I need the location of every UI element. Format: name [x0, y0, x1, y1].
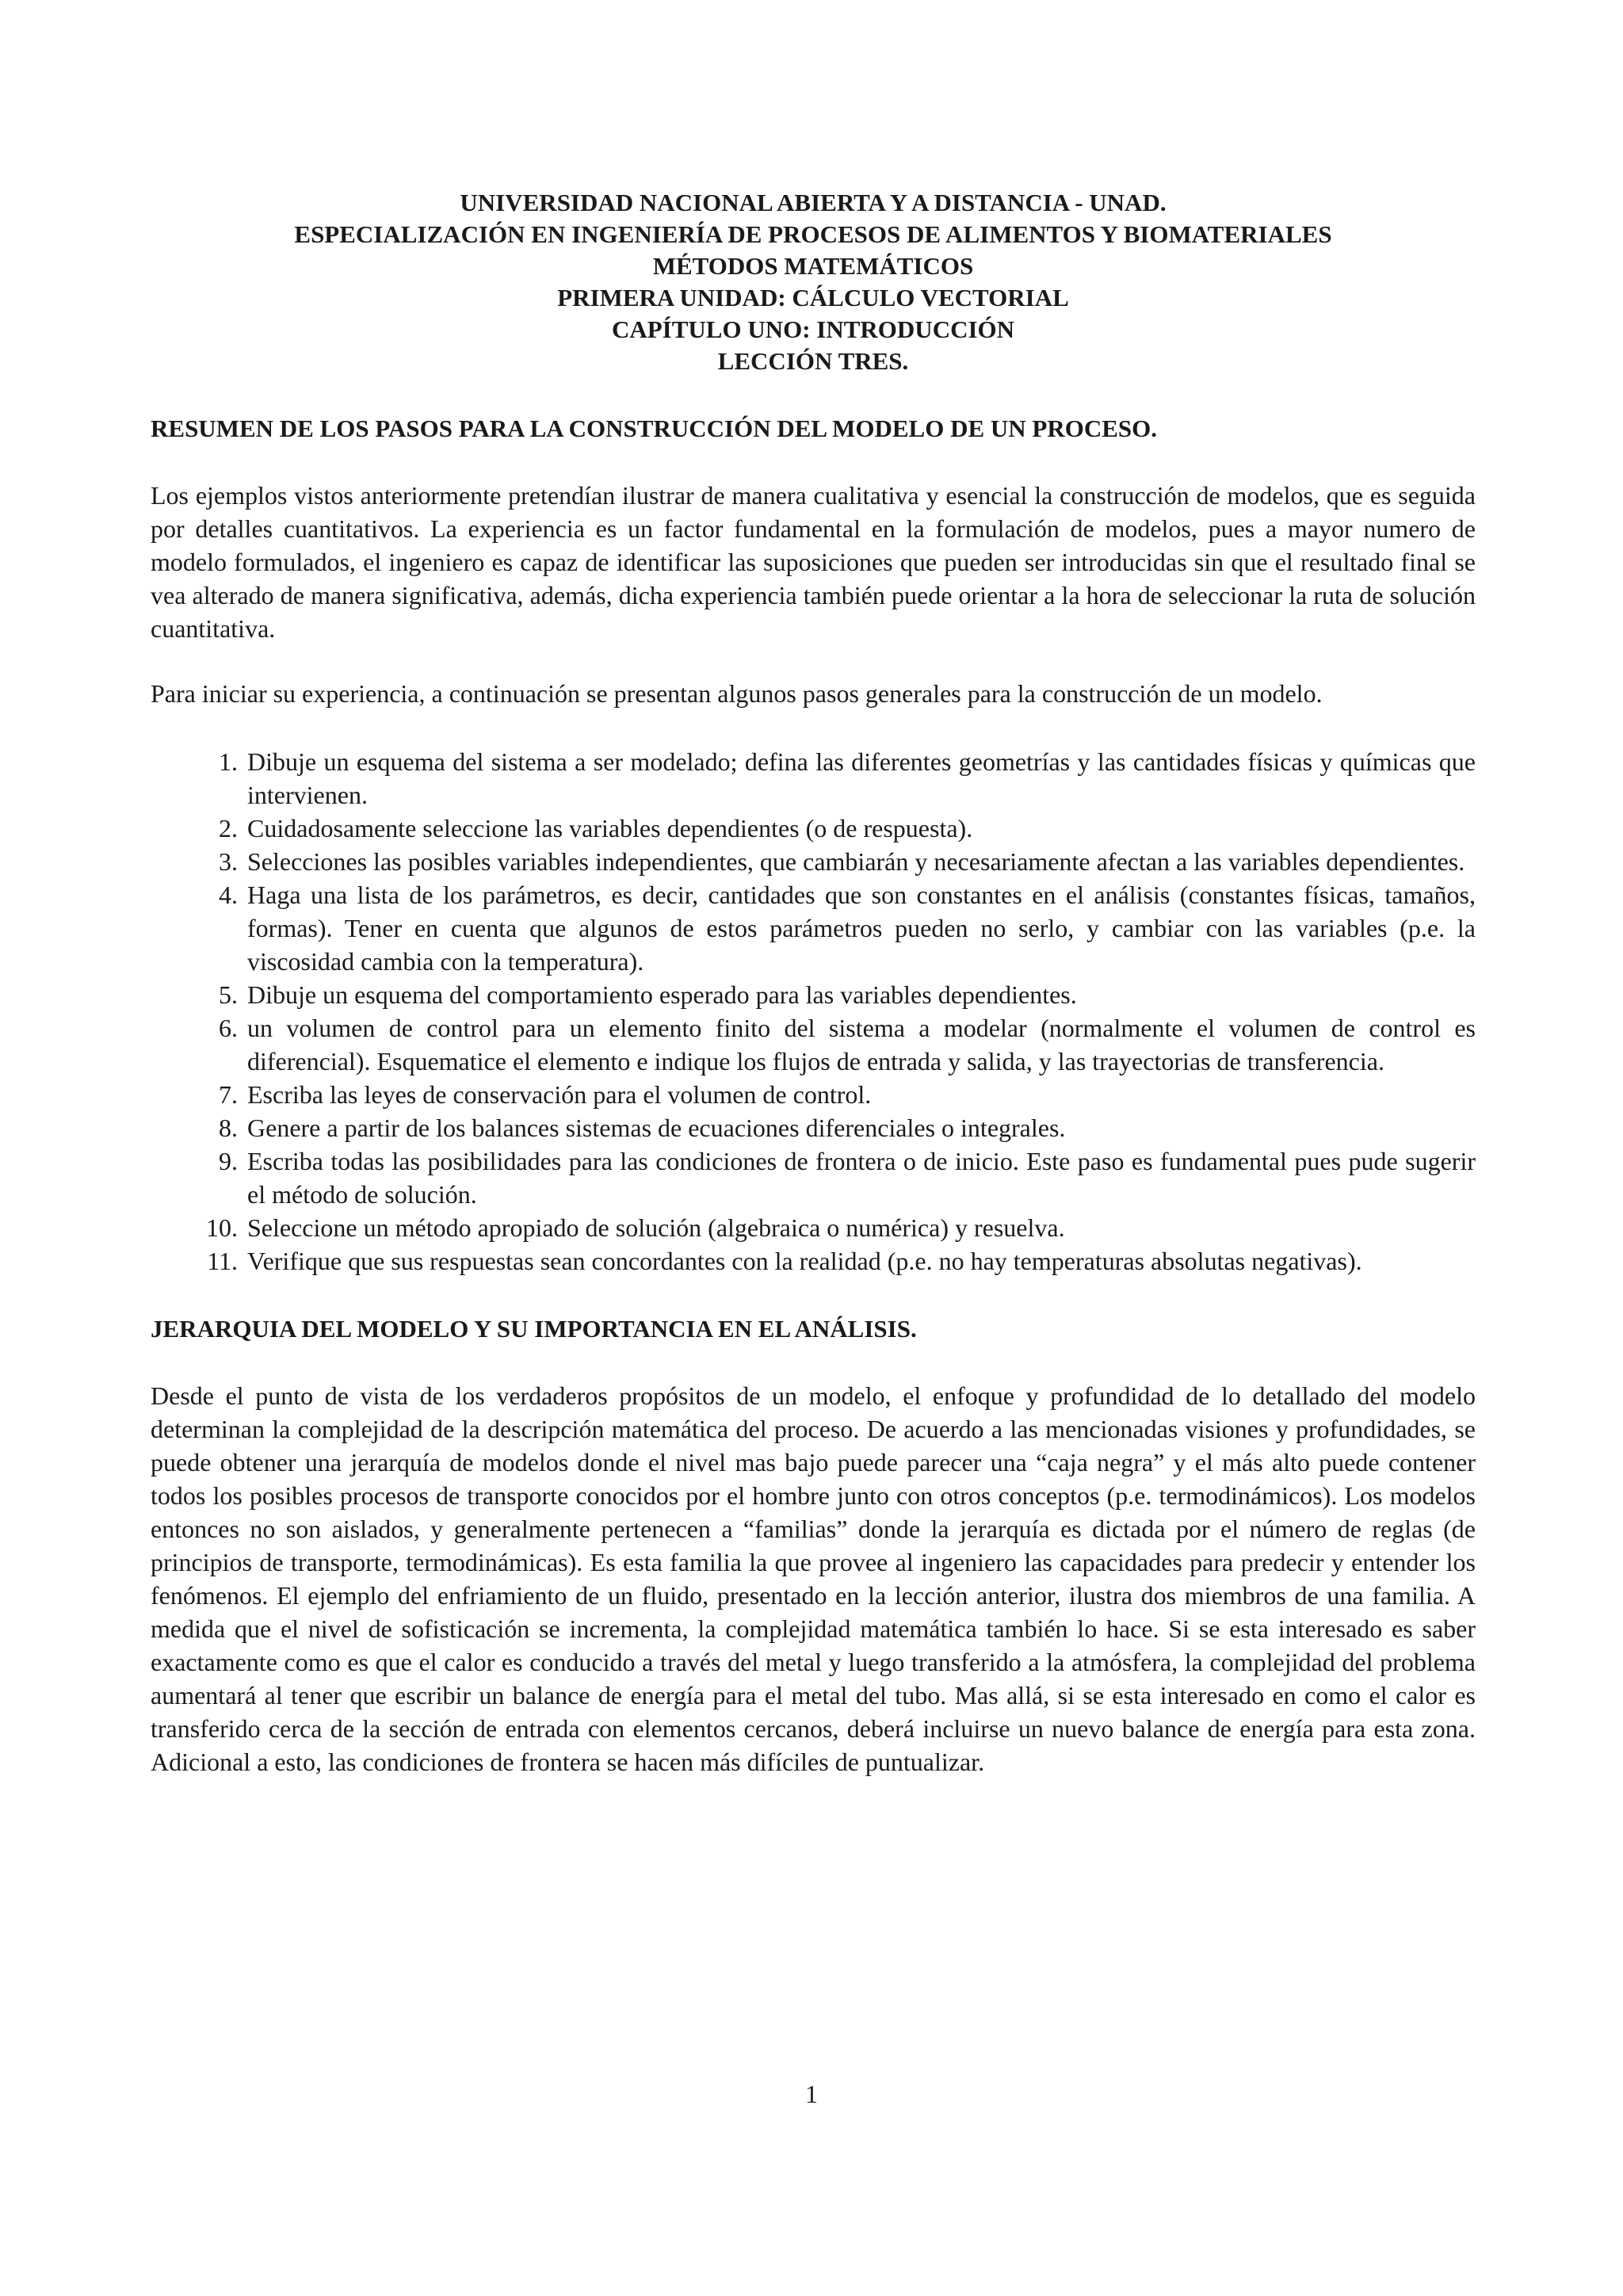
list-item-text: Verifique que sus respuestas sean concordantes con la realidad (p.e. no hay temperaturas absolutas negativas). — [247, 1247, 1362, 1275]
header-lesson: LECCIÓN TRES. — [717, 347, 909, 375]
list-item-text: un volumen de control para un elemento finito del sistema a modelar (normalmente el volumen de control es diferencial). Esquematice el elemento e indique los flujos de entrada y salida, y las trayectorias de transferencia. — [247, 1014, 1476, 1075]
list-item-text: Escriba las leyes de conservación para el volumen de control. — [247, 1080, 872, 1109]
header-university: UNIVERSIDAD NACIONAL ABIERTA Y A DISTANCIA - UNAD. — [460, 189, 1167, 216]
section-title-hierarchy: JERARQUIA DEL MODELO Y SU IMPORTANCIA EN EL ANÁLISIS. — [151, 1315, 917, 1343]
list-item-number: 1. — [219, 747, 238, 776]
list-item-number: 3. — [219, 847, 238, 876]
list-item-text: Genere a partir de los balances sistemas de ecuaciones diferenciales o integrales. — [247, 1114, 1066, 1142]
document-header — [151, 187, 1476, 377]
header-course: MÉTODOS MATEMÁTICOS — [652, 252, 974, 280]
paragraph-steps-intro: Para iniciar su experiencia, a continuación se presentan algunos pasos generales para la construcción de un modelo. — [151, 679, 1323, 708]
list-item-number: 2. — [219, 814, 238, 842]
list-item — [151, 1111, 1476, 1144]
header-program: ESPECIALIZACIÓN EN INGENIERÍA DE PROCESOS DE ALIMENTOS Y BIOMATERIALES — [294, 220, 1332, 248]
list-item-number: 11. — [207, 1247, 238, 1275]
list-item — [151, 745, 1476, 812]
list-item-number: 4. — [219, 881, 238, 909]
list-item-number: 9. — [219, 1147, 238, 1175]
list-item — [151, 1011, 1476, 1078]
list-item — [151, 812, 1476, 845]
list-item-text: Cuidadosamente seleccione las variables dependientes (o de respuesta). — [247, 814, 973, 842]
section-title-steps: RESUMEN DE LOS PASOS PARA LA CONSTRUCCIÓN DEL MODELO DE UN PROCESO. — [151, 415, 1158, 442]
list-item-number: 5. — [219, 980, 238, 1009]
list-item — [151, 1244, 1476, 1278]
header-unit: PRIMERA UNIDAD: CÁLCULO VECTORIAL — [557, 284, 1069, 311]
list-item — [151, 878, 1476, 978]
header-chapter: CAPÍTULO UNO: INTRODUCCIÓN — [611, 315, 1015, 343]
list-item — [151, 845, 1476, 878]
list-item — [151, 1078, 1476, 1111]
document-page — [151, 187, 1476, 1810]
list-item — [151, 978, 1476, 1011]
paragraph-hierarchy: Desde el punto de vista de los verdaderos propósitos de un modelo, el enfoque y profundidad de lo detallado del modelo determinan la complejidad de la descripción matemática del proceso. De acuerdo a las mencionadas visiones y profundidades, se puede obtener una jerarquía de modelos donde el nivel mas bajo puede parecer una “caja negra” y el más alto puede contener todos los posibles procesos de transporte conocidos por el hombre junto con otros conceptos (p.e. termodinámicos). Los modelos entonces no son aislados, y generalmente pertenecen a “familias” donde la jerarquía es dictada por el número de reglas (de principios de transporte, termodinámicas). Es esta familia la que provee al ingeniero las capacidades para predecir y entender los fenómenos. El ejemplo del enfriamiento de un fluido, presentado en la lección anterior, ilustra dos miembros de una familia. A medida que el nivel de sofisticación se incrementa, la complejidad matemática también lo hace. Si se esta interesado es saber exactamente como es que el calor es conducido a través del metal y luego transferido a la atmósfera, la complejidad del problema aumentará al tener que escribir un balance de energía para el metal del tubo. Mas allá, si se esta interesado en como el calor es transferido cerca de la sección de entrada con elementos cercanos, deberá incluirse un nuevo balance de energía para esta zona. Adicional a esto, las condiciones de frontera se hacen más difíciles de puntualizar. — [151, 1381, 1476, 1776]
list-item-text: Selecciones las posibles variables independientes, que cambiarán y necesariamente afectan a las variables dependientes. — [247, 847, 1465, 876]
list-item-number: 6. — [219, 1014, 238, 1042]
page-number: 1 — [805, 2080, 818, 2108]
list-item-text: Haga una lista de los parámetros, es decir, cantidades que son constantes en el análisis (constantes físicas, tamaños, formas). Tener en cuenta que algunos de estos parámetros pueden no serlo, y cambiar con las variables (p.e. la viscosidad cambia con la temperatura). — [247, 881, 1476, 976]
list-item-text: Dibuje un esquema del comportamiento esperado para las variables dependientes. — [247, 980, 1077, 1009]
list-item-text: Escriba todas las posibilidades para las condiciones de frontera o de inicio. Este paso es fundamental pues pude sugerir el método de solución. — [247, 1147, 1476, 1209]
list-item-number: 8. — [219, 1114, 238, 1142]
list-item — [151, 1211, 1476, 1244]
list-item-text: Seleccione un método apropiado de solución (algebraica o numérica) y resuelva. — [247, 1213, 1065, 1242]
steps-list — [151, 745, 1476, 1278]
list-item — [151, 1144, 1476, 1211]
list-item-number: 7. — [219, 1080, 238, 1109]
paragraph-intro: Los ejemplos vistos anteriormente pretendían ilustrar de manera cualitativa y esencial la construcción de modelos, que es seguida por detalles cuantitativos. La experiencia es un factor fundamental en la formulación de modelos, pues a mayor numero de modelo formulados, el ingeniero es capaz de identificar las suposiciones que pueden ser introducidas sin que el resultado final se vea alterado de manera significativa, además, dicha experiencia también puede orientar a la hora de seleccionar la ruta de solución cuantitativa. — [151, 481, 1476, 643]
list-item-text: Dibuje un esquema del sistema a ser modelado; defina las diferentes geometrías y las cantidades físicas y químicas que intervienen. — [247, 747, 1476, 809]
list-item-number: 10. — [206, 1213, 238, 1242]
